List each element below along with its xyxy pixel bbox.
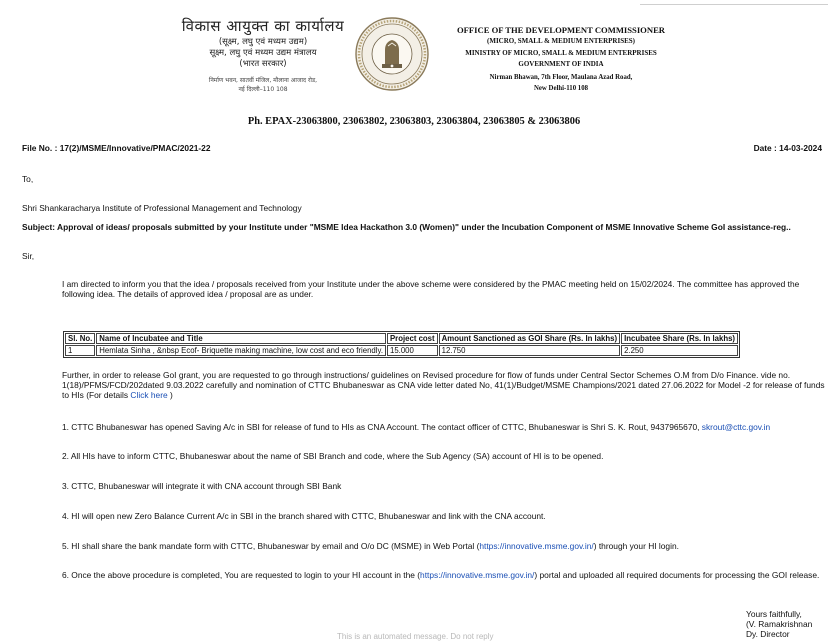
further-end: )	[167, 390, 173, 400]
emblem-seal-icon	[354, 16, 430, 92]
closing: Yours faithfully,	[746, 609, 802, 619]
point-6-end: ) portal and uploaded all required documents for processing the GOI release.	[534, 570, 820, 580]
table-header-row	[65, 333, 738, 344]
col-incubatee-share: Incubatee Share (Rs. In lakhs)	[621, 333, 738, 344]
hindi-address-1: निर्माण भवन, सातवीं मंजिल, मौलाना आजाद रोड,	[208, 77, 318, 84]
point-6-text: 6. Once the above procedure is completed, You are requested to login to your HI account in the (	[62, 570, 421, 580]
hindi-line-1: (सूक्ष्म, लघु एवं मध्यम उद्यम)	[218, 37, 308, 47]
email-link[interactable]: skrout@cttc.gov.in	[701, 422, 771, 432]
further-text: Further, in order to release GoI grant, you are requested to go through instructions/ guidelines on Revised procedure for flow of funds under Central Sector Schemes O.M from D/o Finance. vide no. 1(18)/PFMS/FCD/202dated 9.03.2022 carefully and nomination of CTTC Bhubaneswar as CNA vide letter dated No, 41(1)/Budget/MSME Champions/2021 dated 27.06.2022 for Model -2 for release of funds to HIs (For details	[62, 370, 825, 400]
salutation: Sir,	[22, 251, 35, 261]
letter-date: Date : 14-03-2024	[753, 143, 822, 153]
point-1-text: 1. CTTC Bhubaneswar has opened Saving A/c in SBI for release of fund to HIs as CNA Account. The contact officer of CTTC, Bhubaneswar is Shri S. K. Rout, 9437965670,	[62, 422, 700, 432]
signatory-designation: Dy. Director	[746, 629, 790, 639]
point-5-end: ) through your HI login.	[593, 541, 679, 551]
file-number: File No. : 17(2)/MSME/Innovative/PMAC/2021-22	[22, 143, 211, 153]
col-goi-share: Amount Sanctioned as GOI Share (Rs. In lakhs)	[439, 333, 620, 344]
hindi-line-2: सूक्ष्म, लघु एवं मध्यम उद्यम मंत्रालय	[209, 48, 317, 58]
point-5-text: 5. HI shall share the bank mandate form with CTTC, Bhubaneswar by email and O/o DC (MSME) in Web Portal (	[62, 541, 480, 551]
cell-goi-share: 12.750	[439, 345, 620, 356]
cell-incubatee-title: Hemlata Sinha , &nbsp Ecof- Briquette making machine, low cost and eco friendly.	[96, 345, 386, 356]
col-incubatee-title: Name of Incubatee and Title	[96, 333, 386, 344]
point-6	[62, 570, 828, 580]
point-2: 2. All HIs have to inform CTTC, Bhubaneswar about the name of SBI Branch and code, where the Sub Agency (SA) account of HI is to be opened.	[62, 451, 604, 461]
english-government-line: GOVERNMENT OF INDIA	[518, 60, 604, 68]
point-1	[62, 422, 828, 432]
phone-numbers: Ph. EPAX-23063800, 23063802, 23063803, 23063804, 23063805 & 23063806	[247, 116, 581, 127]
english-office-title: OFFICE OF THE DEVELOPMENT COMMISSIONER	[456, 25, 666, 35]
automated-message-note: This is an automated message. Do not reply	[337, 632, 494, 641]
signatory-name: (V. Ramakrishnan	[746, 619, 813, 629]
approval-table	[63, 331, 740, 358]
english-address-2: New Delhi-110 108	[534, 85, 588, 92]
intro-paragraph: I am directed to inform you that the idea / proposals received from your Institute under the above scheme were considered by the PMAC meeting held on 15/02/2024. The committee has approved the following idea. The details of approved idea / proposal are as under.	[62, 279, 800, 299]
hindi-office-title: विकास आयुक्त का कार्यालय	[181, 17, 345, 35]
table-row	[65, 345, 738, 356]
subject-line: Subject: Approval of ideas/ proposals submitted by your Institute under "MSME Idea Hackathon 3.0 (Women)" under the Incubation Component of MSME Innovative Scheme GoI assistance-reg..	[22, 222, 791, 232]
english-msme-line: (MICRO, SMALL & MEDIUM ENTERPRISES)	[487, 37, 635, 45]
col-project-cost: Project cost	[387, 333, 438, 344]
click-here-link[interactable]: Click here	[130, 390, 168, 400]
cell-project-cost: 15.000	[387, 345, 438, 356]
english-address-1: Nirman Bhawan, 7th Floor, Maulana Azad Road,	[489, 74, 633, 81]
further-paragraph	[62, 370, 828, 400]
hindi-line-3: (भारत सरकार)	[239, 59, 287, 69]
cell-sl-no: 1	[65, 345, 95, 356]
recipient-institute: Shri Shankaracharya Institute of Professional Management and Technology	[22, 203, 302, 213]
point-3: 3. CTTC, Bhubaneswar will integrate it with CNA account through SBI Bank	[62, 481, 342, 491]
to-label: To,	[22, 174, 34, 184]
portal-link-1[interactable]: https://innovative.msme.gov.in/	[479, 541, 594, 551]
col-sl-no: Sl. No.	[65, 333, 95, 344]
english-ministry-line: MINISTRY OF MICRO, SMALL & MEDIUM ENTERPRISES	[465, 49, 657, 57]
hindi-address-2: नई दिल्ली–110 108	[238, 86, 288, 93]
top-divider	[640, 4, 828, 5]
point-4: 4. HI will open new Zero Balance Current A/c in SBI in the branch shared with CTTC, Bhubaneswar and link with the CNA account.	[62, 511, 546, 521]
cell-incubatee-share: 2.250	[621, 345, 738, 356]
portal-link-2[interactable]: https://innovative.msme.gov.in/	[420, 570, 535, 580]
point-5	[62, 541, 828, 551]
